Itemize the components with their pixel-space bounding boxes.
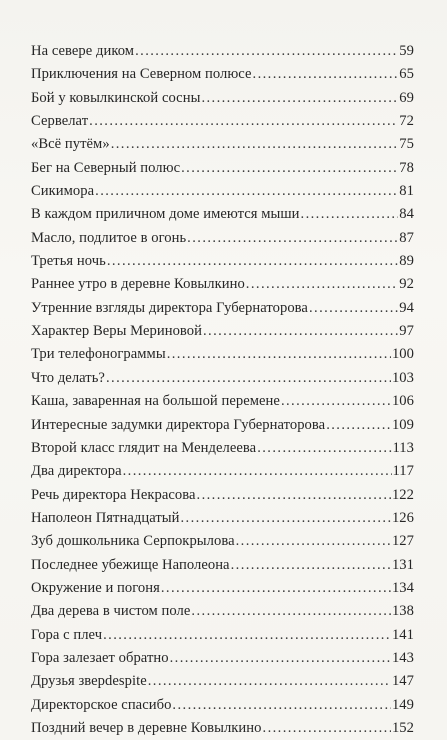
toc-leader-dots [111,133,399,156]
toc-entry-title: Утренние взгляды директора Губернаторова [31,299,308,316]
toc-leader-dots [148,670,391,693]
toc-entry-page: 89 [399,253,414,270]
toc-entry-title: Два дерева в чистом поле [31,603,191,620]
toc-entry [31,437,414,460]
toc-entry [31,647,414,670]
toc-entry-page: 75 [399,136,414,153]
toc-entry [31,110,414,133]
toc-entry [31,250,414,273]
toc-leader-dots [135,40,398,63]
toc-entry-title: Два директора [31,463,122,480]
toc-leader-dots [161,577,391,600]
toc-entry-page: 94 [399,299,414,316]
toc-leader-dots [201,87,398,110]
toc-entry [31,180,414,203]
toc-entry-title: Характер Веры Мериновой [31,323,202,340]
toc-leader-dots [253,63,399,86]
toc-entry-page: 65 [399,66,414,83]
toc-leader-dots [181,157,398,180]
toc-leader-dots [301,203,399,226]
toc-leader-dots [309,297,398,320]
toc-entry [31,530,414,553]
toc-entry-page: 69 [399,89,414,106]
toc-entry-title: Речь директора Некрасова [31,486,196,503]
toc-entry-title: Друзья зверdespite [31,673,147,690]
toc-entry [31,63,414,86]
toc-entry [31,577,414,600]
toc-leader-dots [197,484,391,507]
toc-entry-title: «Всё путём» [31,136,110,153]
toc-entry-page: 87 [399,229,414,246]
toc-entry-page: 138 [391,603,414,620]
toc-entry-page: 122 [391,486,414,503]
toc-entry-title: Что делать? [31,369,105,386]
toc-leader-dots [191,600,391,623]
toc-leader-dots [172,694,391,717]
toc-entry-page: 134 [391,579,414,596]
toc-entry-page: 113 [392,439,414,456]
toc-entry-title: Три телефонограммы [31,346,166,363]
toc-leader-dots [89,110,398,133]
toc-entry-page: 100 [391,346,414,363]
toc-leader-dots [167,343,391,366]
toc-entry-page: 127 [391,533,414,550]
toc-entry-page: 126 [391,509,414,526]
toc-entry [31,460,414,483]
toc-leader-dots [236,530,391,553]
toc-entry-title: В каждом приличном доме имеются мыши [31,206,300,223]
toc-entry [31,600,414,623]
toc-entry [31,554,414,577]
toc-leader-dots [95,180,398,203]
toc-leader-dots [170,647,391,670]
toc-entry [31,273,414,296]
toc-entry-title: Масло, подлитое в огонь [31,229,187,246]
toc-leader-dots [103,624,391,647]
toc-entry [31,717,414,740]
toc-leader-dots [187,227,398,250]
toc-entry-page: 141 [391,626,414,643]
toc-entry [31,367,414,390]
toc-entry [31,343,414,366]
toc-entry-title: Последнее убежище Наполеона [31,556,230,573]
toc-leader-dots [123,460,392,483]
toc-entry-page: 152 [391,719,414,736]
toc-entry-page: 97 [399,323,414,340]
toc-leader-dots [257,437,391,460]
toc-entry [31,40,414,63]
toc-leader-dots [203,320,398,343]
toc-entry-page: 147 [391,673,414,690]
toc-entry-title: Бой у ковылкинской сосны [31,89,201,106]
toc-entry-title: Гора залезает обратно [31,649,169,666]
toc-entry-title: Гора с плеч [31,626,103,643]
toc-entry-title: Раннее утро в деревне Ковылкино [31,276,245,293]
toc-leader-dots [181,507,391,530]
toc-entry-page: 149 [391,696,414,713]
toc-entry-title: Сикимора [31,183,95,200]
toc-entry-page: 117 [392,463,414,480]
toc-entry-title: Сервелат [31,113,89,130]
toc-entry-title: Каша, заваренная на большой перемене [31,393,280,410]
toc-entry [31,203,414,226]
toc-entry-title: Третья ночь [31,253,106,270]
toc-entry [31,133,414,156]
toc-entry-page: 78 [399,159,414,176]
toc-entry-page: 103 [391,369,414,386]
toc-leader-dots [246,273,399,296]
toc-entry [31,670,414,693]
toc-entry [31,390,414,413]
toc-entry-title: Интересные задумки директора Губернаторова [31,416,326,433]
toc-entry-title: Зуб дошкольника Серпокрылова [31,533,235,550]
toc-entry-title: Второй класс глядит на Менделеева [31,439,257,456]
toc-entry [31,484,414,507]
toc-leader-dots [107,250,398,273]
toc-leader-dots [326,414,391,437]
toc-leader-dots [281,390,391,413]
toc-entry [31,227,414,250]
toc-entry-page: 106 [391,393,414,410]
toc-entry [31,624,414,647]
toc-entry-page: 72 [399,113,414,130]
toc-leader-dots [231,554,391,577]
toc-entry-title: Бег на Северный полюс [31,159,181,176]
table-of-contents [31,40,414,740]
toc-entry-title: Приключения на Северном полюсе [31,66,252,83]
toc-entry [31,297,414,320]
toc-entry [31,87,414,110]
toc-leader-dots [263,717,391,740]
toc-entry-page: 143 [391,649,414,666]
toc-entry-page: 131 [391,556,414,573]
toc-entry-title: Окружение и погоня [31,579,160,596]
toc-entry [31,414,414,437]
toc-entry-page: 109 [391,416,414,433]
toc-entry-title: Наполеон Пятнадцатый [31,509,180,526]
toc-entry [31,157,414,180]
toc-entry-page: 59 [399,43,414,59]
toc-entry-page: 84 [399,206,414,223]
toc-entry-title: На севере диком [31,43,135,59]
toc-entry [31,694,414,717]
toc-entry [31,507,414,530]
toc-entry [31,320,414,343]
toc-entry-title: Директорское спасибо [31,696,172,713]
toc-entry-page: 92 [399,276,414,293]
toc-entry-page: 81 [399,183,414,200]
toc-leader-dots [106,367,391,390]
toc-entry-title: Поздний вечер в деревне Ковылкино [31,719,262,736]
